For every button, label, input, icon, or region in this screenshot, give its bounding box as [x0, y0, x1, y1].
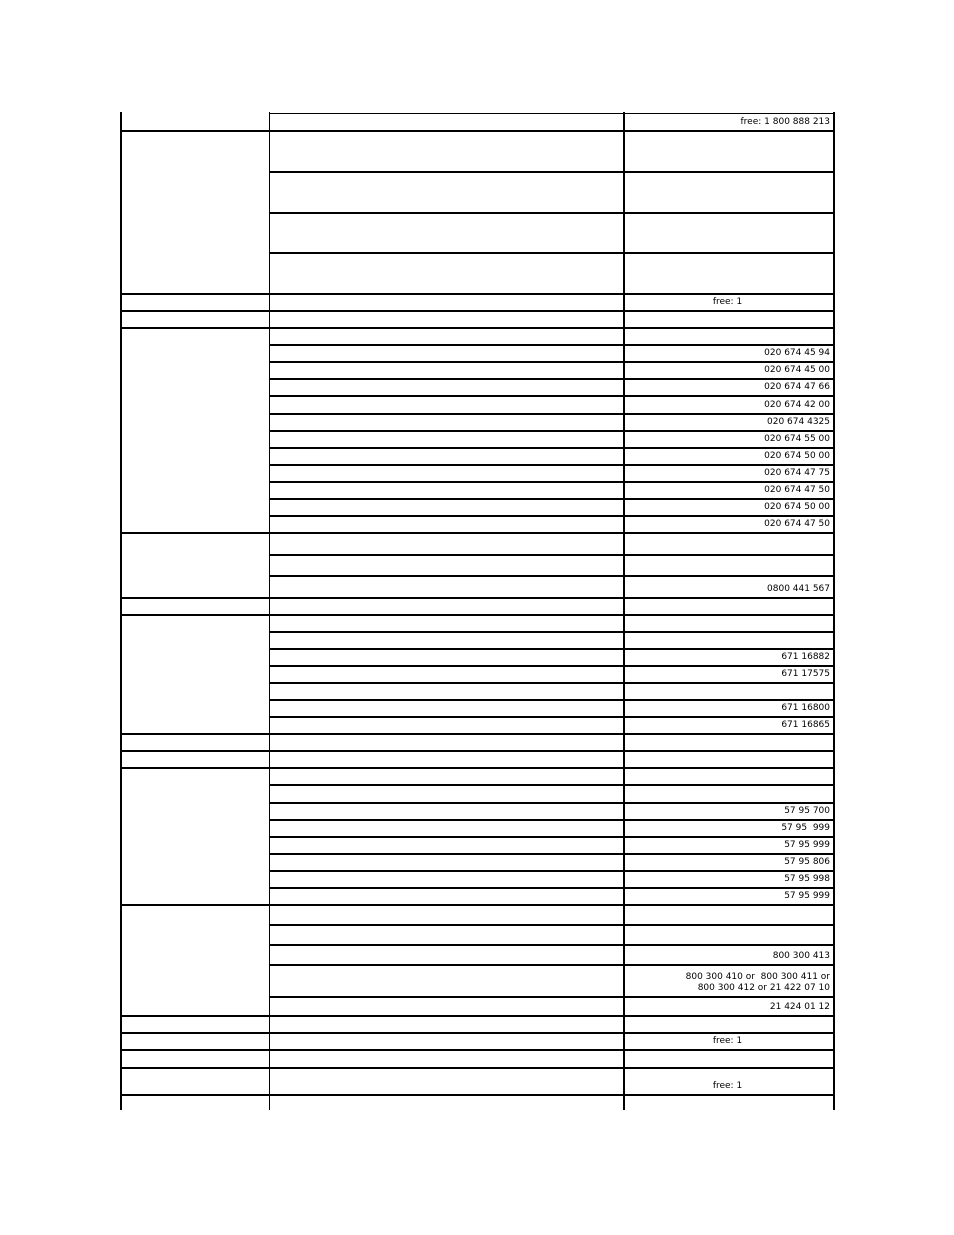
phone-number-cell: free: 1: [712, 1081, 743, 1091]
group-rule: [120, 1032, 835, 1034]
phone-number-cell: 57 95 998: [784, 874, 830, 884]
phone-number-cell: 020 674 45 00: [764, 365, 830, 375]
phone-number-cell: 57 95 999: [784, 891, 830, 901]
group-rule: [120, 614, 835, 616]
phone-number-cell: 57 95 999: [784, 840, 830, 850]
row-rule: [269, 944, 835, 946]
row-rule: [269, 361, 835, 363]
phone-number-cell: 671 16800: [781, 703, 830, 713]
phone-number-cell: 020 674 4325: [767, 417, 830, 427]
phone-number-cell: 671 17575: [781, 669, 830, 679]
row-rule: [269, 464, 835, 466]
row-rule: [269, 430, 835, 432]
row-rule: [269, 964, 835, 966]
row-rule: [269, 648, 835, 650]
phone-number-cell: 57 95 806: [784, 857, 830, 867]
row-rule: [269, 252, 835, 254]
phone-number-cell: 020 674 47 66: [764, 382, 830, 392]
group-rule: [120, 327, 835, 329]
row-rule: [269, 481, 835, 483]
row-rule: [269, 784, 835, 786]
phone-number-cell: 800 300 410 or 800 300 411 or 800 300 412 or 21 422 07 10: [685, 972, 830, 993]
row-rule: [269, 716, 835, 718]
column-rule-1: [269, 112, 270, 1110]
group-rule: [120, 532, 835, 534]
phone-number-cell: 57 95 999: [781, 823, 830, 833]
group-rule: [120, 310, 835, 312]
phone-number-cell: 020 674 47 50: [764, 485, 830, 495]
group-rule: [120, 1015, 835, 1017]
phone-number-cell: 21 424 01 12: [769, 1002, 830, 1012]
group-rule: [120, 750, 835, 752]
row-rule-top: [269, 113, 835, 114]
row-rule: [269, 515, 835, 517]
phone-number-cell: 020 674 47 50: [764, 519, 830, 529]
phone-number-cell: 020 674 42 00: [764, 400, 830, 410]
row-rule: [269, 924, 835, 926]
row-rule: [269, 212, 835, 214]
row-rule: [269, 554, 835, 556]
phone-number-cell: free: 1: [712, 297, 743, 307]
column-rule-right: [833, 112, 835, 1110]
row-rule: [269, 395, 835, 397]
phone-number-cell: 57 95 700: [784, 806, 830, 816]
row-rule: [269, 996, 835, 998]
row-rule: [269, 802, 835, 804]
group-rule: [120, 130, 835, 132]
group-rule: [120, 597, 835, 599]
row-rule: [269, 836, 835, 838]
phone-number-cell: 0800 441 567: [767, 584, 830, 594]
group-rule: [120, 733, 835, 735]
phone-number-cell: free: 1 800 888 213: [740, 117, 830, 127]
row-rule: [269, 413, 835, 415]
row-rule: [269, 870, 835, 872]
row-rule: [269, 853, 835, 855]
group-rule: [120, 767, 835, 769]
group-rule: [120, 1094, 835, 1096]
row-rule: [269, 665, 835, 667]
row-rule: [269, 171, 835, 173]
phone-number-cell: 020 674 47 75: [764, 468, 830, 478]
row-rule: [269, 575, 835, 577]
phone-number-cell: 020 674 50 00: [764, 502, 830, 512]
row-rule: [269, 631, 835, 633]
row-rule: [269, 699, 835, 701]
phone-number-cell: 020 674 45 94: [764, 348, 830, 358]
row-rule: [269, 819, 835, 821]
row-rule: [269, 682, 835, 684]
group-rule: [120, 904, 835, 906]
group-rule: [120, 1067, 835, 1069]
phone-number-cell: 671 16865: [781, 720, 830, 730]
group-rule: [120, 1049, 835, 1051]
phone-number-cell: 800 300 413: [772, 951, 830, 961]
row-rule: [269, 447, 835, 449]
row-rule: [269, 344, 835, 346]
row-rule: [269, 498, 835, 500]
phone-number-cell: 020 674 55 00: [764, 434, 830, 444]
phone-number-cell: free: 1: [712, 1036, 743, 1046]
phone-number-cell: 020 674 50 00: [764, 451, 830, 461]
column-rule-left: [120, 112, 122, 1110]
group-rule: [120, 293, 835, 295]
row-rule: [269, 378, 835, 380]
row-rule: [269, 887, 835, 889]
phone-number-cell: 671 16882: [781, 652, 830, 662]
